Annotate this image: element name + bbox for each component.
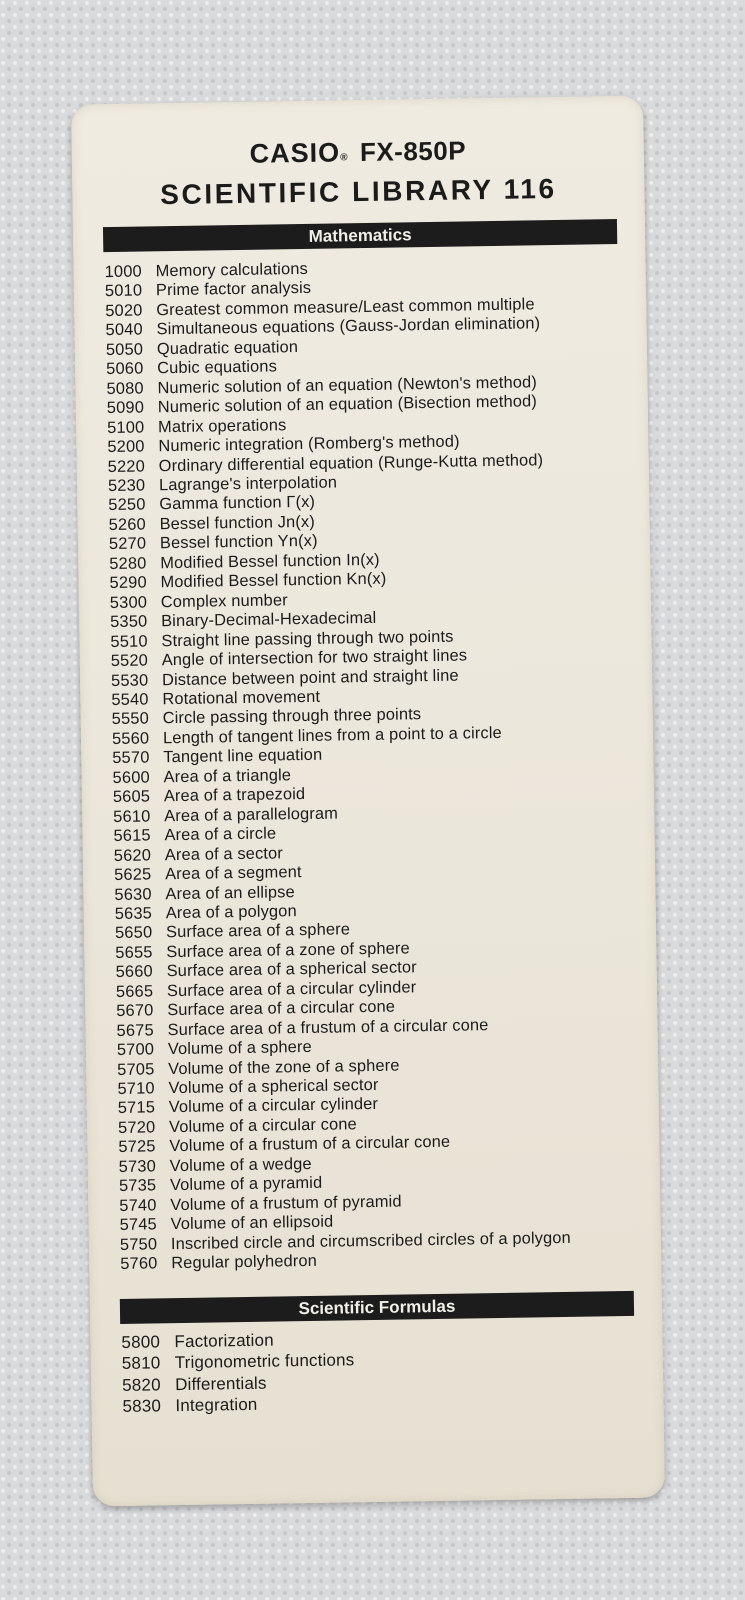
program-title: Bessel function Yn(x) [159,532,318,553]
program-title: Tangent line equation [163,746,323,767]
program-title: Binary-Decimal-Hexadecimal [161,609,377,631]
program-title: Modified Bessel function In(x) [160,550,380,573]
library-title: SCIENTIFIC LIBRARY 116 [160,172,557,211]
program-number: 5550 [111,709,150,729]
program-title: Prime factor analysis [155,279,312,300]
program-title: Area of a trapezoid [163,785,306,806]
program-number: 5615 [113,826,151,846]
program-title: Circle passing through three points [162,705,422,728]
program-number: 5610 [113,807,151,826]
program-title: Numeric solution of an equation (Newton's method) [157,373,538,397]
program-number: 5740 [119,1196,157,1215]
program-number: 5020 [105,301,143,320]
program-title: Angle of intersection for two straight lines [161,646,468,670]
program-number: 5700 [116,1040,155,1060]
section-header-scientific-formulas: Scientific Formulas [120,1290,634,1323]
program-title: Factorization [174,1330,274,1351]
program-number: 5530 [110,670,149,690]
program-number: 5675 [116,1021,154,1040]
program-number: 5750 [119,1235,158,1254]
model-name: FX-850P [359,135,467,168]
program-number: 5540 [111,690,149,709]
program-number: 5650 [114,923,153,943]
program-number: 5270 [108,534,147,554]
program-number: 5660 [115,962,154,982]
program-title: Lagrange's interpolation [158,473,338,495]
program-number: 5010 [104,281,143,301]
program-number: 5280 [109,554,147,573]
program-number: 5630 [114,884,152,904]
program-title: Area of a polygon [165,902,297,923]
program-number: 5705 [117,1059,155,1079]
program-number: 5560 [111,729,150,748]
program-number: 5230 [107,476,146,496]
program-title: Complex number [160,590,288,611]
program-number: 5090 [106,398,145,418]
program-title: Surface area of a spherical sector [166,958,417,981]
program-title: Volume of a pyramid [169,1174,323,1195]
program-number: 5600 [112,768,151,787]
mathematics-program-list [74,255,662,1275]
program-title: Numeric solution of an equation (Bisection method) [157,392,538,417]
program-title: Area of a triangle [163,765,292,786]
program-number: 5735 [118,1176,157,1196]
program-number: 5655 [115,943,153,962]
program-title: Cubic equations [157,357,278,378]
program-number: 5250 [108,495,146,515]
card-header [71,96,645,214]
program-number: 5745 [119,1215,158,1235]
program-number: 5710 [117,1079,155,1099]
program-number: 5100 [106,418,145,437]
program-title: Volume of a circular cylinder [168,1095,379,1117]
scientific-formulas-program-list [90,1323,663,1418]
program-title: Volume of a frustum of pyramid [170,1192,402,1214]
program-title: Area of a segment [164,863,302,884]
program-title: Trigonometric functions [174,1350,355,1373]
casio-logo: CASIO [249,137,341,169]
program-title: Matrix operations [157,415,287,436]
program-number: 5300 [109,593,148,612]
program-number: 5605 [112,787,151,807]
program-title: Quadratic equation [156,337,299,359]
program-number: 5060 [106,359,144,379]
program-title: Simultaneous equations (Gauss-Jordan elimination) [156,314,541,339]
program-title: Straight line passing through two points [161,627,454,650]
program-title: Bessel function Jn(x) [159,512,316,534]
program-title: Surface area of a sphere [165,920,351,942]
program-title: Volume of an ellipsoid [170,1212,334,1234]
program-number: 5635 [114,904,153,923]
program-number: 5800 [121,1331,161,1352]
program-number: 5625 [113,865,152,885]
program-number: 5220 [107,456,146,476]
program-title: Volume of a sphere [167,1038,312,1059]
program-number: 5810 [121,1353,161,1373]
program-title: Area of an ellipse [165,882,295,903]
program-title: Greatest common measure/Least common multiple [156,295,535,320]
program-number: 5730 [118,1157,157,1176]
program-title: Volume of a circular cone [168,1115,358,1137]
program-title: Area of a sector [164,843,284,864]
program-number: 5620 [113,846,152,865]
program-title: Inscribed circle and circumscribed circles of a polygon [170,1228,571,1253]
program-number: 5200 [107,437,145,457]
program-number: 5820 [121,1374,161,1395]
program-title: Volume of a spherical sector [168,1075,379,1098]
program-title: Ordinary differential equation (Runge-Kutta method) [158,450,544,475]
program-title: Area of a circle [164,824,277,845]
program-title: Area of a parallelogram [164,804,339,825]
program-title: Modified Bessel function Kn(x) [160,569,387,592]
program-number: 5760 [120,1254,158,1274]
program-number: 5260 [108,515,147,534]
program-title: Differentials [174,1373,267,1394]
section-header-mathematics: Mathematics [103,219,617,252]
program-number: 5350 [110,612,148,632]
program-number: 5830 [122,1396,162,1416]
registered-mark: ® [340,152,349,164]
program-title: Gamma function Γ(x) [159,493,316,514]
program-title: Numeric integration (Romberg's method) [158,432,460,456]
program-title: Surface area of a frustum of a circular cone [167,1015,489,1039]
program-number: 5670 [116,1001,154,1021]
program-title: Memory calculations [155,259,309,281]
program-number: 5720 [117,1118,156,1137]
program-title: Distance between point and straight line [161,666,459,689]
program-number: 5290 [109,573,147,593]
program-number: 5080 [106,379,144,398]
program-title: Volume of a frustum of a circular cone [169,1133,451,1156]
program-title: Integration [175,1394,258,1416]
program-title: Rotational movement [162,687,321,709]
program-number: 5520 [110,651,149,671]
program-number: 5510 [110,632,148,651]
program-title: Volume of a wedge [169,1154,312,1176]
program-title: Surface area of a circular cylinder [166,978,417,1000]
program-number: 5725 [118,1137,156,1157]
program-title: Surface area of a circular cone [167,997,396,1020]
program-number: 5040 [105,320,143,340]
program-number: 5570 [112,748,150,768]
program-number: 1000 [104,262,143,282]
program-number: 5715 [117,1098,156,1118]
program-title: Length of tangent lines from a point to a circle [162,723,502,748]
program-number: 5665 [115,982,154,1001]
program-title: Volume of the zone of a sphere [168,1056,400,1078]
library-reference-card [71,96,665,1507]
program-number: 5050 [105,340,144,359]
program-title: Regular polyhedron [171,1251,318,1273]
program-title: Surface area of a zone of sphere [166,939,410,962]
